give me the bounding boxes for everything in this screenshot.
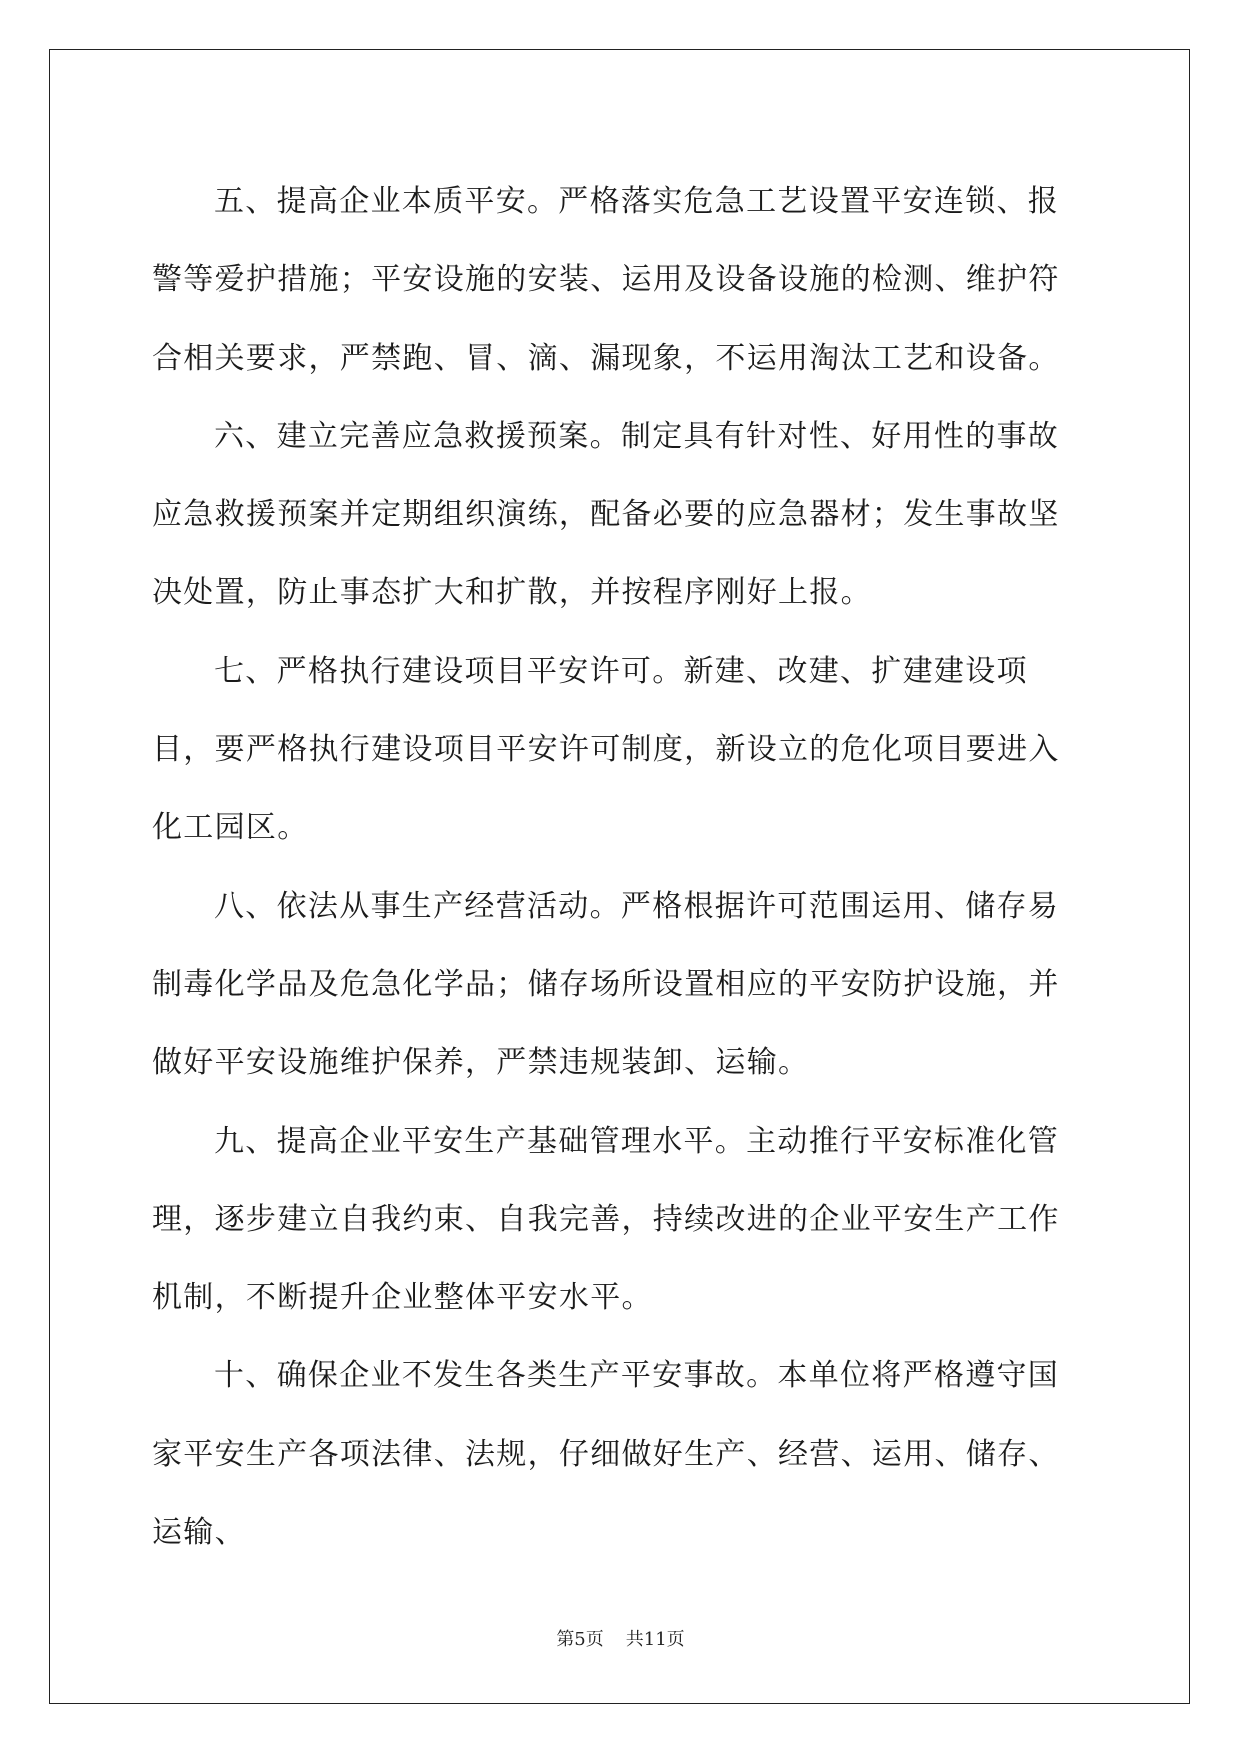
total-pages-label: 共11页 [625, 1629, 685, 1650]
paragraph-9: 九、提高企业平安生产基础管理水平。主动推行平安标准化管理，逐步建立自我约束、自我完善，持续改进的企业平安生产工作机制，不断提升企业整体平安水平。 [152, 1123, 1060, 1316]
paragraph-7: 七、严格执行建设项目平安许可。新建、改建、扩建建设项目，要严格执行建设项目平安许可制度，新设立的危化项目要进入化工园区。 [152, 653, 1060, 846]
document-body [152, 163, 1087, 1572]
paragraph-6: 六、建立完善应急救援预案。制定具有针对性、好用性的事故应急救援预案并定期组织演练，配备必要的应急器材；发生事故坚决处置，防止事态扩大和扩散，并按程序刚好上报。 [152, 418, 1060, 611]
page-footer [0, 1628, 1241, 1652]
paragraph-5: 五、提高企业本质平安。严格落实危急工艺设置平安连锁、报警等爱护措施；平安设施的安装、运用及设备设施的检测、维护符合相关要求，严禁跑、冒、滴、漏现象，不运用淘汰工艺和设备。 [152, 184, 1060, 376]
paragraph-8: 八、依法从事生产经营活动。严格根据许可范围运用、储存易制毒化学品及危急化学品；储存场所设置相应的平安防护设施，并做好平安设施维护保养，严禁违规装卸、运输。 [152, 888, 1060, 1081]
current-page-label: 第5页 [556, 1629, 604, 1650]
paragraph-10: 十、确保企业不发生各类生产平安事故。本单位将严格遵守国家平安生产各项法律、法规，仔细做好生产、经营、运用、储存、运输、 [152, 1358, 1060, 1551]
